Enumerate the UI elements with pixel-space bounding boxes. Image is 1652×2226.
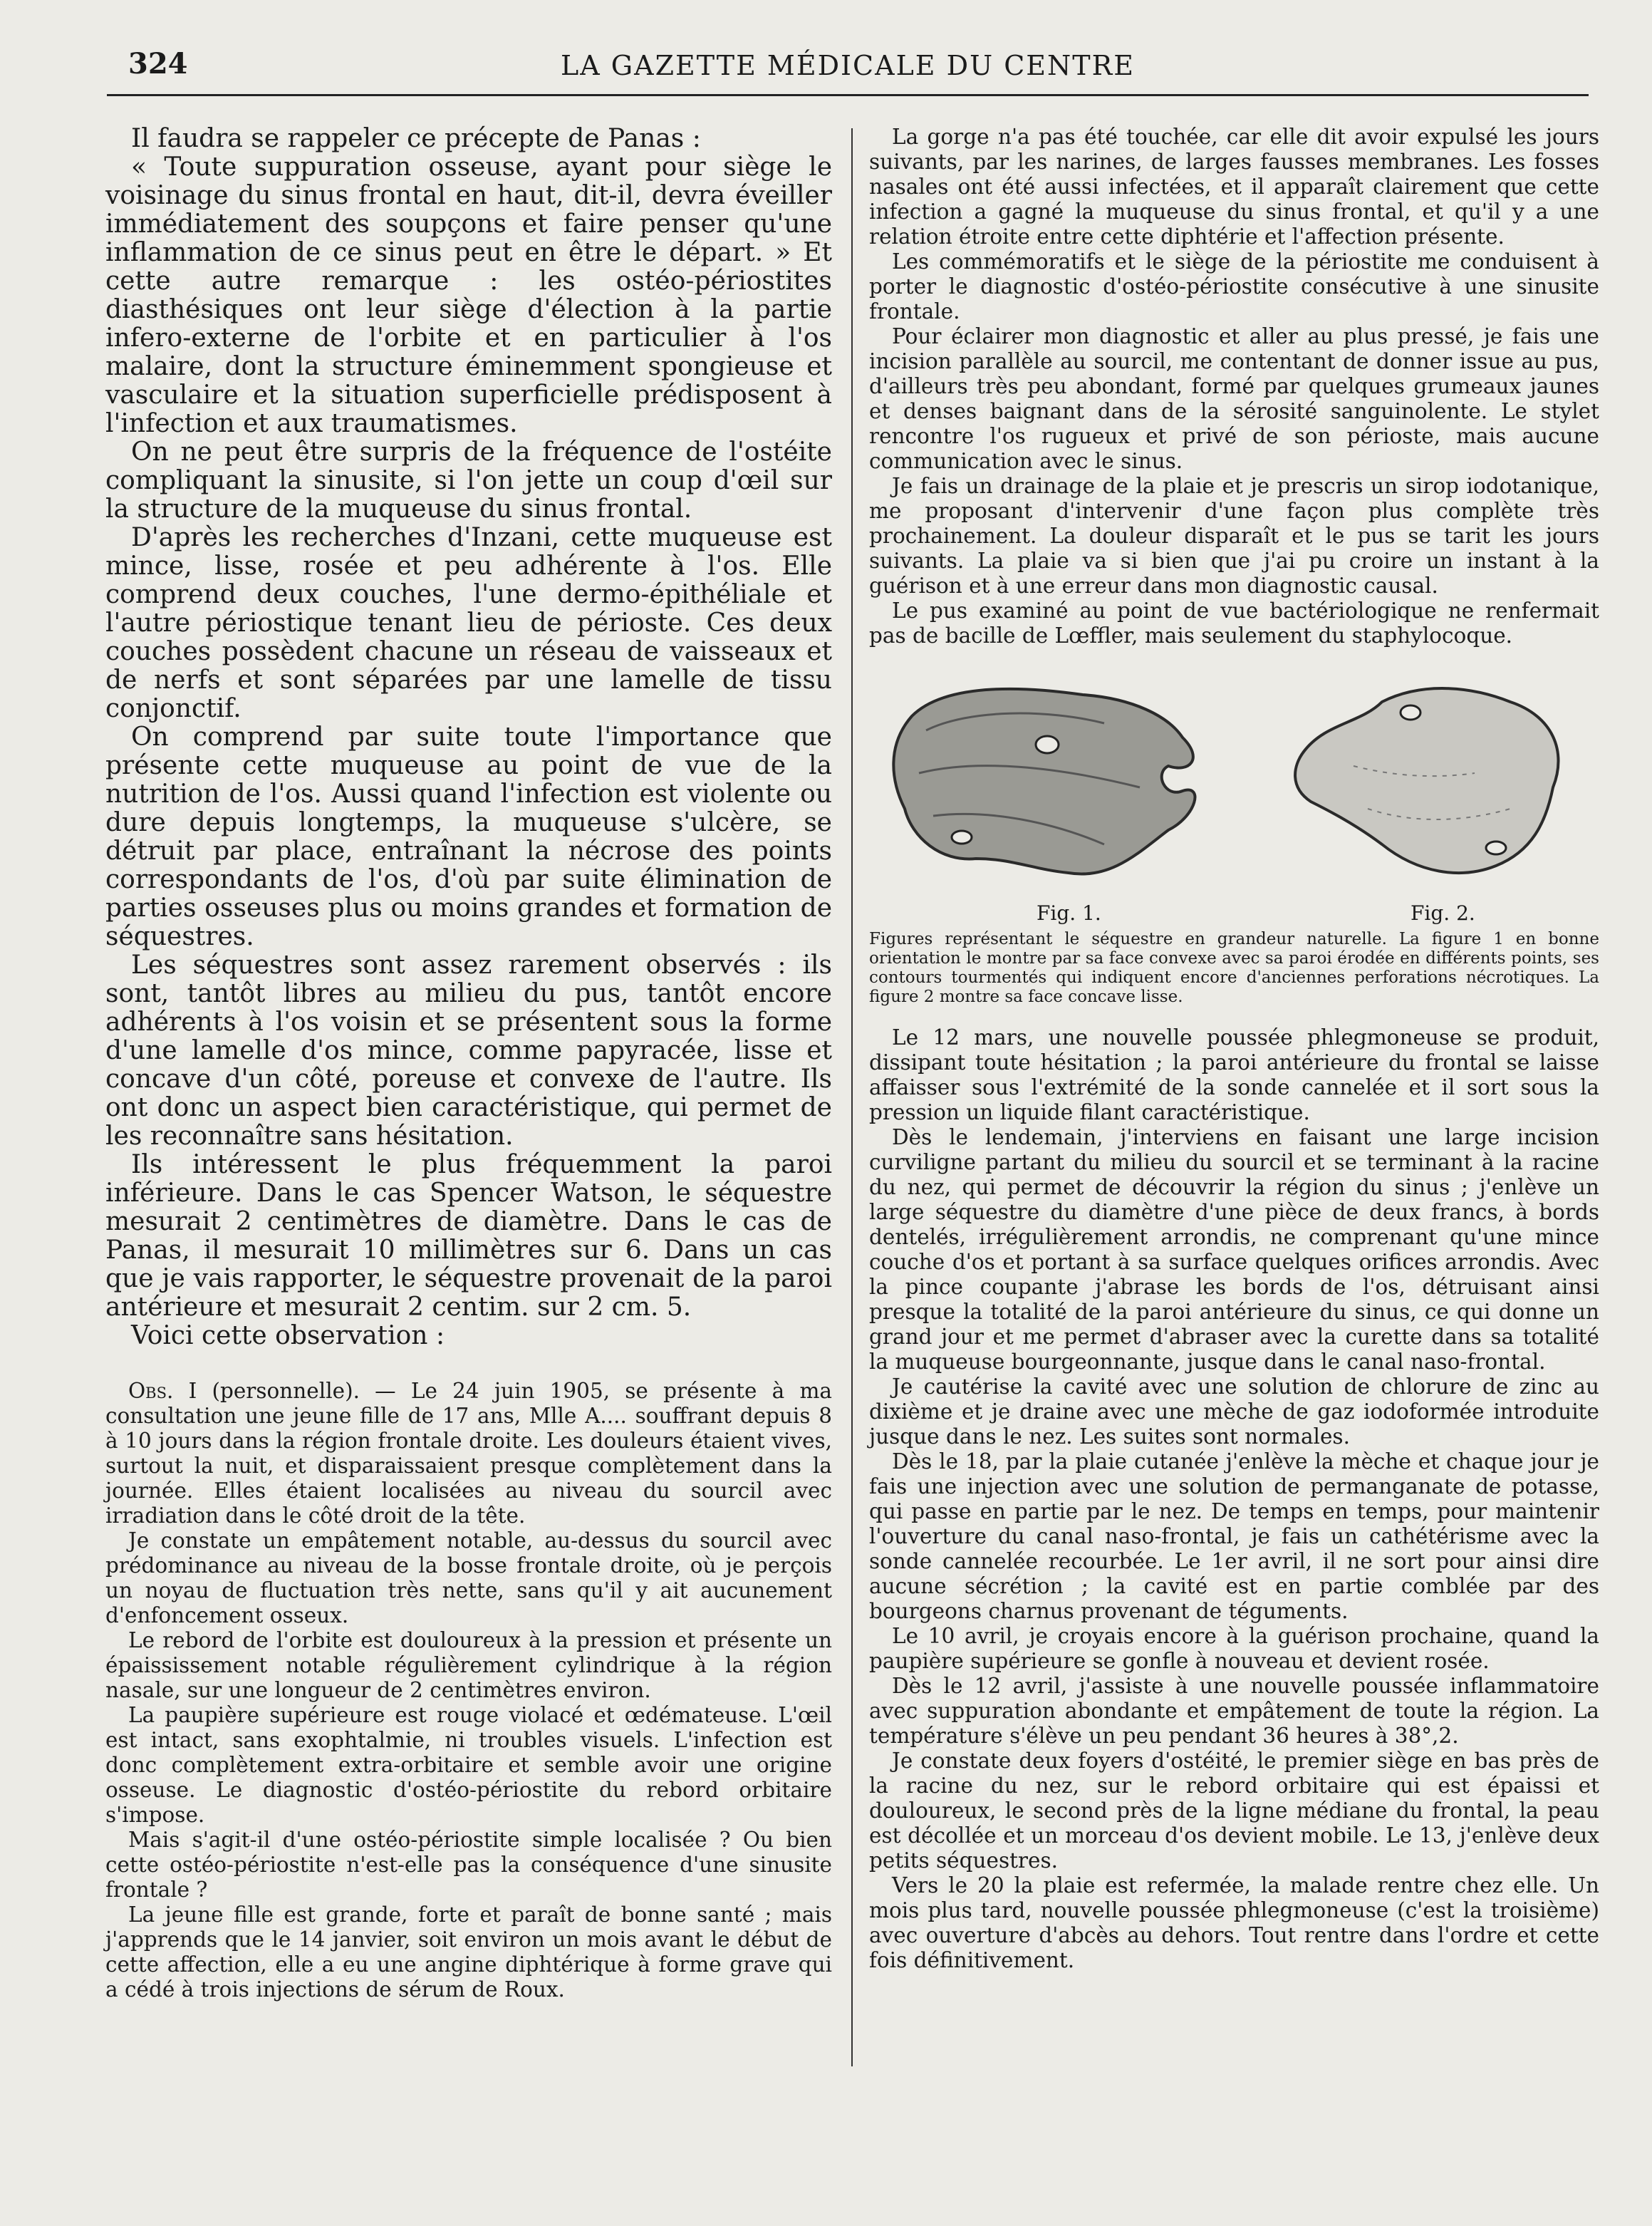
paragraph: Le 10 avril, je croyais encore à la guérison prochaine, quand la paupière supérieure se gonfle à nouveau et devient rosée. <box>869 1624 1599 1673</box>
paragraph: Vers le 20 la plaie est refermée, la malade rentre chez elle. Un mois plus tard, nouvelle poussée phlegmoneuse (c'est la troisième) avec ouverture d'abcès au dehors. Tout rentre dans l'ordre et cette fois définitivement. <box>869 1873 1599 1972</box>
sequestrum-illustration <box>869 666 1599 901</box>
journal-title: LA GAZETTE MÉDICALE DU CENTRE <box>561 50 1135 81</box>
observation-intro: (personnelle). — Le 24 juin 1905, se présente à ma consultation une jeune fille de 17 ans, Mlle A.... souffrant depuis 8 à 10 jours dans la région frontale droite. Les douleurs étaient vives, surtout la nuit, et disparaissaient presque complètement dans la journée. Elles étaient localisées au niveau du sourcil avec irradiation dans le côté droit de la tête. <box>105 1379 832 1528</box>
page-header <box>107 43 1589 93</box>
paragraph: Le pus examiné au point de vue bactériologique ne renfermait pas de bacille de Lœffler, mais seulement du staphylocoque. <box>869 599 1599 648</box>
observation-paragraph: La paupière supérieure est rouge violacé et œdémateuse. L'œil est intact, sans exophtalmie, ni troubles visuels. L'infection est donc complètement extra-orbitaire et semble avoir une origine osseuse. Le diagnostic d'ostéo-périostite du rebord orbitaire s'impose. <box>105 1703 832 1827</box>
paragraph: Dès le 18, par la plaie cutanée j'enlève la mèche et chaque jour je fais une injection avec une solution de permanganate de potasse, qui passe en partie par le nez. De temps en temps, pour maintenir l'ouverture du canal naso-frontal, je fais un cathétérisme avec la sonde cannelée recourbée. Le 1er avril, il ne sort pour ainsi dire aucune sécrétion ; la cavité est en partie comblée par des bourgeons charnus provenant de téguments. <box>869 1449 1599 1623</box>
paragraph: Dès le 12 avril, j'assiste à une nouvelle poussée inflammatoire avec suppuration abondante et empâtement de toute la région. La température s'élève un peu pendant 36 heures à 38°,2. <box>869 1674 1599 1748</box>
right-column <box>869 125 1599 1973</box>
paragraph: Je constate deux foyers d'ostéité, le premier siège en bas près de la racine du nez, sur le rebord orbitaire qui est épaissi et douloureux, le second près de la ligne médiane du frontal, la peau est décollée et un morceau d'os devient mobile. Le 13, j'enlève deux petits séquestres. <box>869 1749 1599 1873</box>
observation-paragraph: La jeune fille est grande, forte et paraît de bonne santé ; mais j'apprends que le 14 janvier, soit environ un mois avant le début de cette affection, elle a eu une angine diphtérique à forme grave qui a cédé à trois injections de sérum de Roux. <box>105 1903 832 2002</box>
header-rule <box>107 94 1589 96</box>
right-text-top <box>869 125 1599 648</box>
paragraph: « Toute suppuration osseuse, ayant pour siège le voisinage du sinus frontal en haut, dit-il, devra éveiller immédiatement des soupçons et faire penser qu'une inflammation de ce sinus peut en être le départ. » Et cette autre remarque : les ostéo-périostites diasthésiques ont leur siège d'élection à la partie infero-externe de l'orbite et en particulier à l'os malaire, dont la structure éminemment spongieuse et vasculaire et la situation superficielle prédisposent à l'infection et aux traumatismes. <box>105 152 832 438</box>
paragraph: Je fais un drainage de la plaie et je prescris un sirop iodotanique, me proposant d'intervenir d'une façon plus complète très prochainement. La douleur disparaît et le pus se tarit les jours suivants. La plaie va si bien que j'ai pu croire un instant à la guérison et à une erreur dans mon diagnostic causal. <box>869 474 1599 598</box>
left-column <box>105 125 832 2002</box>
paragraph: Les séquestres sont assez rarement observés : ils sont, tantôt libres au milieu du pus, tantôt encore adhérents à l'os voisin et se présentent sous la forme d'une lamelle d'os mince, comme papyracée, lisse et concave d'un côté, poreuse et convexe de l'autre. Ils ont donc un aspect bien caractéristique, qui permet de les reconnaître sans hésitation. <box>105 951 832 1151</box>
paragraph: D'après les recherches d'Inzani, cette muqueuse est mince, lisse, rosée et peu adhérente à l'os. Elle comprend deux couches, l'une dermo-épithéliale et l'autre périostique tenant lieu de périoste. Ces deux couches possèdent chacune un réseau de vaisseaux et de nerfs et sont séparées par une lamelle de tissu conjonctif. <box>105 523 832 723</box>
paragraph: On comprend par suite toute l'importance que présente cette muqueuse au point de vue de la nutrition de l'os. Aussi quand l'infection est violente ou dure depuis longtemps, la muqueuse s'ulcère, se détruit par place, entraînant la nécrose des points correspondants de l'os, d'où par suite élimination de parties osseuses plus ou moins grandes et formation de séquestres. <box>105 723 832 951</box>
paragraph: Le 12 mars, une nouvelle poussée phlegmoneuse se produit, dissipant toute hésitation ; la paroi antérieure du frontal se laisse affaisser sous l'extrémité de la sonde cannelée et il sort sous la pression un liquide filant caractéristique. <box>869 1025 1599 1124</box>
paragraph: Je cautérise la cavité avec une solution de chlorure de zinc au dixième et je draine avec une mèche de gaz iodoformée introduite jusque dans le nez. Les suites sont normales. <box>869 1375 1599 1449</box>
paragraph: Dès le lendemain, j'interviens en faisant une large incision curviligne partant du milieu du sourcil et se terminant à la racine du nez, qui permet de découvrir la région du sinus ; j'enlève un large séquestre du diamètre d'une pièce de deux francs, à bords dentelés, irrégulièrement arrondis, ne comprenant qu'une mince couche d'os et portant à sa surface quelques orifices arrondis. Avec la pince coupante j'abrase les bords de l'os, détruisant ainsi presque la totalité de la paroi antérieure du sinus, ce qui donne un grand jour et me permet d'abraser avec la curette dans sa totalité la muqueuse bourgeonnante, jusque dans le canal naso-frontal. <box>869 1125 1599 1374</box>
paragraph: Les commémoratifs et le siège de la périostite me conduisent à porter le diagnostic d'ostéo-périostite consécutive à une sinusite frontale. <box>869 249 1599 323</box>
figure-caption: Figures représentant le séquestre en grandeur naturelle. La figure 1 en bonne orientation le montre par sa face convexe avec sa paroi érodée en différents points, ses contours tourmentés qui indiquent encore d'anciennes perforations nécrotiques. La figure 2 montre sa face concave lisse. <box>869 930 1599 1006</box>
observation-paragraph: Le rebord de l'orbite est douloureux à la pression et présente un épaississement notable régulièrement cylindrique à la région nasale, sur une longueur de 2 centimètres environ. <box>105 1628 832 1702</box>
main-text <box>105 125 832 1350</box>
right-text-bottom <box>869 1025 1599 1973</box>
figure-caption-block <box>869 930 1599 1007</box>
figure-2-label: Fig. 2. <box>1411 901 1475 925</box>
paragraph: La gorge n'a pas été touchée, car elle dit avoir expulsé les jours suivants, par les narines, de larges fausses membranes. Les fosses nasales ont été aussi infectées, et il apparaît clairement que cette infection a gagné la muqueuse du sinus frontal, et qu'il y a une relation étroite entre cette diphtérie et l'affection présente. <box>869 125 1599 249</box>
observation-paragraph: Mais s'agit-il d'une ostéo-périostite simple localisée ? Ou bien cette ostéo-périostite n'est-elle pas la conséquence d'une sinusite frontale ? <box>105 1828 832 1902</box>
figure-block <box>869 666 1599 930</box>
observation-paragraph <box>105 1379 832 1528</box>
paragraph: Pour éclairer mon diagnostic et aller au plus pressé, je fais une incision parallèle au sourcil, me contentant de donner issue au pus, d'ailleurs très peu abondant, formé par quelques grumeaux jaunes et denses baignant dans de la sérosité sanguinolente. Le stylet rencontre l'os rugueux et privé de son périoste, mais aucune communication avec le sinus. <box>869 324 1599 473</box>
figure-1-label: Fig. 1. <box>1037 901 1101 925</box>
paragraph: Voici cette observation : <box>131 1321 445 1350</box>
paragraph: Il faudra se rappeler ce précepte de Panas : <box>131 124 701 153</box>
observation-label: Obs. I <box>128 1379 197 1403</box>
figure-2-sequestrum <box>1295 688 1558 873</box>
figure-1-sequestrum <box>893 689 1195 874</box>
observation-paragraph: Je constate un empâtement notable, au-dessus du sourcil avec prédominance au niveau de la bosse frontale droite, où je perçois un noyau de fluctuation très nette, sans qu'il y ait aucunement d'enfoncement osseux. <box>105 1528 832 1627</box>
paragraph: On ne peut être surpris de la fréquence de l'ostéite compliquant la sinusite, si l'on jette un coup d'œil sur la structure de la muqueuse du sinus frontal. <box>105 438 832 524</box>
column-divider <box>851 128 853 2066</box>
page-number: 324 <box>128 47 188 81</box>
observation-text <box>105 1379 832 2002</box>
paragraph: Ils intéressent le plus fréquemment la paroi inférieure. Dans le cas Spencer Watson, le séquestre mesurait 2 centimètres de diamètre. Dans le cas de Panas, il mesurait 10 millimètres sur 6. Dans un cas que je vais rapporter, le séquestre provenait de la paroi antérieure et mesurait 2 centim. sur 2 cm. 5. <box>105 1150 832 1322</box>
